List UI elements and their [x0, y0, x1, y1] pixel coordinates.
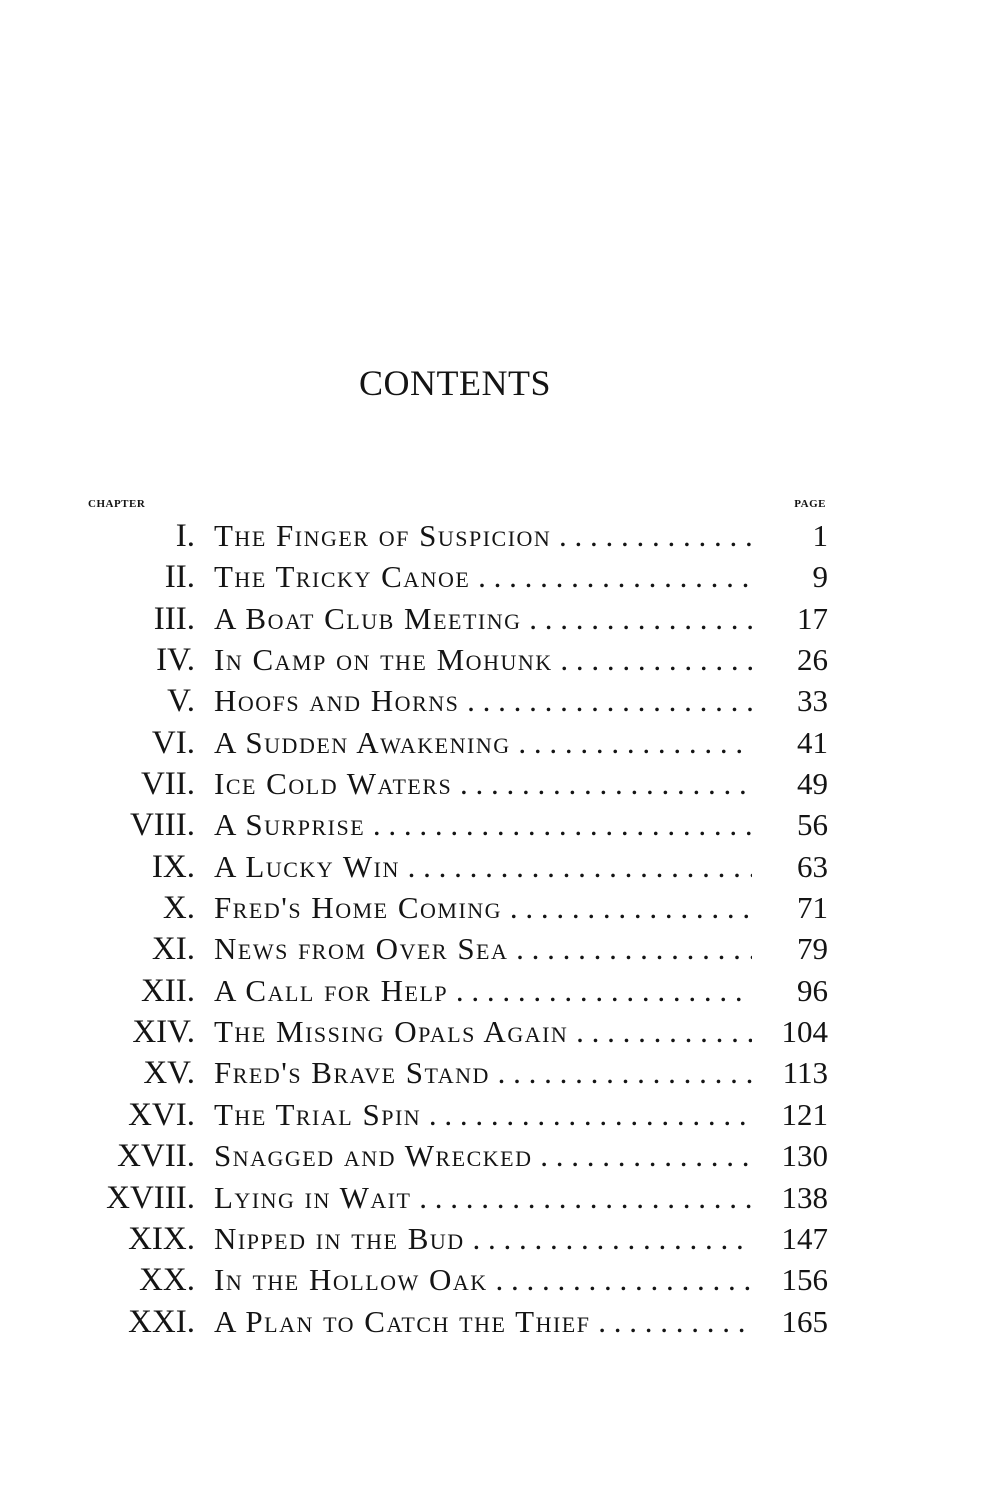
chapter-title: News from Over Sea . . .: [214, 927, 752, 971]
toc-entry: [0, 638, 1000, 679]
chapter-number: II.: [164, 559, 195, 596]
toc-entry: [0, 1258, 1000, 1299]
column-headers: [88, 498, 830, 514]
chapter-title: Hoofs and Horns . . .: [214, 679, 752, 723]
page-title: CONTENTS: [359, 363, 551, 403]
chapter-number: VI.: [151, 724, 195, 761]
chapter-number: XV.: [143, 1055, 195, 1092]
page-number: 79: [797, 931, 828, 967]
toc-entry: [0, 555, 1000, 596]
chapter-number: VII.: [140, 766, 195, 803]
chapter-title: The Finger of Suspicion . . .: [214, 514, 752, 558]
chapter-column-header: CHAPTER: [88, 498, 146, 510]
page-number: 33: [797, 683, 828, 719]
toc-entry: [0, 762, 1000, 803]
chapter-title: In the Hollow Oak . . .: [214, 1258, 752, 1302]
chapter-title: Fred's Brave Stand . . .: [214, 1051, 752, 1095]
toc-entry: [0, 1300, 1000, 1341]
toc-entry: [0, 1176, 1000, 1217]
page-number: 147: [781, 1220, 828, 1256]
chapter-title: A Surprise . . .: [214, 803, 752, 847]
page-number: 26: [797, 642, 828, 678]
toc-entry: [0, 803, 1000, 844]
toc-entry: [0, 1093, 1000, 1134]
table-of-contents: [0, 514, 1000, 1341]
toc-entry: [0, 1217, 1000, 1258]
page-number: 165: [781, 1303, 828, 1339]
chapter-number: VIII.: [129, 807, 195, 844]
toc-entry: [0, 886, 1000, 927]
page-number: 130: [781, 1138, 828, 1174]
toc-entry: [0, 845, 1000, 886]
chapter-number: XI.: [151, 931, 195, 968]
chapter-title: Snagged and Wrecked . . .: [214, 1134, 752, 1178]
chapter-number: X.: [162, 890, 195, 927]
toc-entry: [0, 927, 1000, 968]
chapter-title: A Plan to Catch the Thief . . .: [214, 1300, 752, 1344]
chapter-title: A Sudden Awakening . . .: [214, 721, 752, 765]
chapter-title: The Tricky Canoe . . .: [214, 555, 752, 599]
page-column-header: PAGE: [794, 498, 826, 510]
page-number: 138: [781, 1179, 828, 1215]
chapter-number: XXI.: [128, 1303, 195, 1340]
page-number: 17: [797, 600, 828, 636]
page-number: 56: [797, 807, 828, 843]
chapter-number: IV.: [156, 642, 195, 679]
page-number: 121: [781, 1096, 828, 1132]
chapter-number: XIX.: [128, 1220, 195, 1257]
page-number: 104: [781, 1014, 828, 1050]
chapter-title: The Missing Opals Again . . .: [214, 1010, 752, 1054]
chapter-number: XVII.: [117, 1138, 195, 1175]
chapter-number: V.: [167, 683, 195, 720]
chapter-number: IX.: [151, 848, 195, 885]
toc-entry: [0, 597, 1000, 638]
page-number: 49: [797, 766, 828, 802]
page-number: 71: [797, 890, 828, 926]
chapter-number: III.: [153, 600, 195, 637]
chapter-title: Ice Cold Waters . . .: [214, 762, 752, 806]
chapter-number: XX.: [139, 1262, 195, 1299]
toc-entry: [0, 1010, 1000, 1051]
toc-entry: [0, 1051, 1000, 1092]
page-number: 41: [797, 724, 828, 760]
chapter-title: A Boat Club Meeting . . .: [214, 597, 752, 641]
chapter-number: XVI.: [128, 1096, 195, 1133]
page-number: 113: [782, 1055, 828, 1091]
page-number: 1: [812, 518, 828, 553]
chapter-title: The Trial Spin . . .: [214, 1093, 752, 1137]
page-number: 156: [781, 1262, 828, 1298]
chapter-title: Fred's Home Coming . . .: [214, 886, 752, 930]
chapter-number: I.: [175, 518, 195, 554]
chapter-title: In Camp on the Mohunk . . .: [214, 638, 752, 682]
chapter-number: XIV.: [132, 1014, 195, 1051]
chapter-title: A Lucky Win . . .: [214, 845, 752, 889]
toc-entry: [0, 721, 1000, 762]
chapter-number: XVIII.: [106, 1179, 195, 1216]
chapter-number: XII.: [140, 972, 195, 1009]
toc-entry: [0, 1134, 1000, 1175]
chapter-title: A Call for Help . . .: [214, 969, 752, 1013]
page-number: 63: [797, 848, 828, 884]
chapter-title: Lying in Wait . . .: [214, 1176, 752, 1220]
page-number: 96: [797, 972, 828, 1008]
chapter-title: Nipped in the Bud . . .: [214, 1217, 752, 1261]
toc-entry: [0, 969, 1000, 1010]
page-number: 9: [812, 559, 828, 595]
toc-entry: [0, 679, 1000, 720]
toc-entry: [0, 514, 1000, 555]
